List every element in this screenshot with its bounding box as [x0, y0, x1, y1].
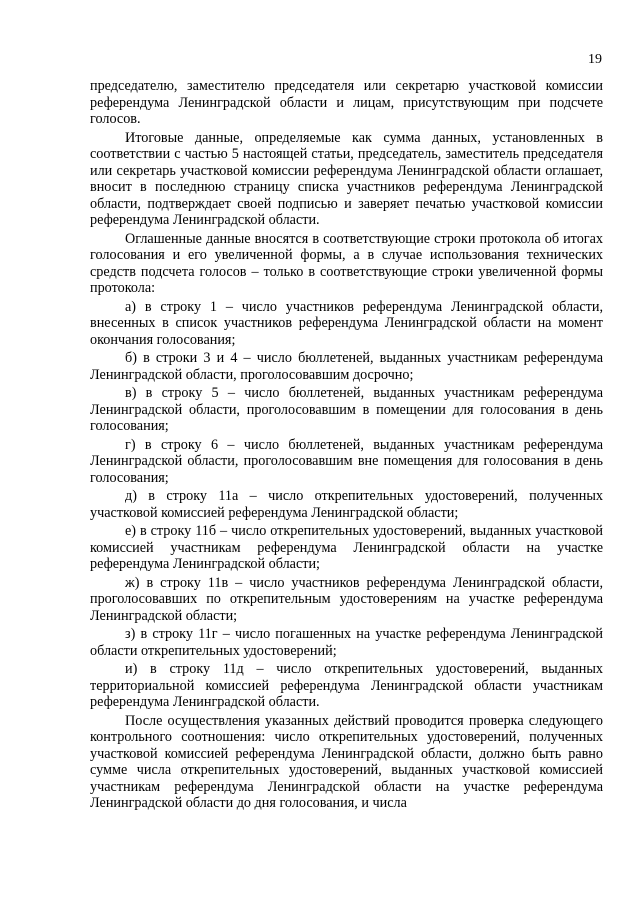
list-item-zh: ж) в строку 11в – число участников референдума Ленинградской области, проголосовавших по открепительным удостоверениям на участке референдума Ленинградской области; — [90, 574, 603, 624]
list-item-g: г) в строку 6 – число бюллетеней, выданных участникам референдума Ленинградской области, проголосовавшим вне помещения для голосования в день голосования; — [90, 436, 603, 486]
list-item-a: а) в строку 1 – число участников референдума Ленинградской области, внесенных в список участников референдума Ленинградской области на момент окончания голосования; — [90, 298, 603, 348]
paragraph-protocol-entry: Оглашенные данные вносятся в соответствующие строки протокола об итогах голосования и его увеличенной формы, а в случае использования технических средств подсчета голосов – только в соответствующие строки увеличенной формы протокола: — [90, 230, 603, 296]
list-item-i: и) в строку 11д – число открепительных удостоверений, выданных территориальной комиссией референдума Ленинградской области участникам референдума Ленинградской области. — [90, 661, 603, 710]
list-item-v: в) в строку 5 – число бюллетеней, выданных участникам референдума Ленинградской области, проголосовавшим в помещении для голосования в день голосования; — [90, 385, 603, 434]
paragraph-continuation: председателю, заместителю председателя или секретарю участковой комиссии референдума Ленинградской области и лицам, присутствующим при подсчете голосов. — [90, 78, 603, 127]
paragraph-totals: Итоговые данные, определяемые как сумма данных, установленных в соответствии с частью 5 настоящей статьи, председатель, заместитель председателя или секретарь участковой комиссии референдума Ленинградской области оглашает, вносит в последнюю страницу списка участников референдума Ленинградской области, подтверждает своей подписью и заверяет печатью участковой комиссии референдума Ленинградской области. — [90, 129, 603, 228]
list-item-z: з) в строку 11г – число погашенных на участке референдума Ленинградской области открепительных удостоверений; — [90, 626, 603, 659]
paragraph-control-check: После осуществления указанных действий проводится проверка следующего контрольного соотношения: число открепительных удостоверений, полученных участковой комиссией референдума Ленинградской области, должно быть равно сумме числа открепительных удостоверений, выданных участковой комиссией участникам референдума Ленинградской области на участке референдума Ленинградской области до дня голосования, и числа — [90, 712, 603, 811]
list-item-e: е) в строку 11б – число открепительных удостоверений, выданных участковой комиссией участникам референдума Ленинградской области на участке референдума Ленинградской области; — [90, 523, 603, 572]
list-item-d: д) в строку 11а – число открепительных удостоверений, полученных участковой комиссией референдума Ленинградской области; — [90, 488, 603, 521]
document-body — [90, 78, 603, 814]
list-item-b: б) в строки 3 и 4 – число бюллетеней, выданных участникам референдума Ленинградской области, проголосовавшим досрочно; — [90, 350, 603, 383]
page-number: 19 — [588, 52, 602, 67]
